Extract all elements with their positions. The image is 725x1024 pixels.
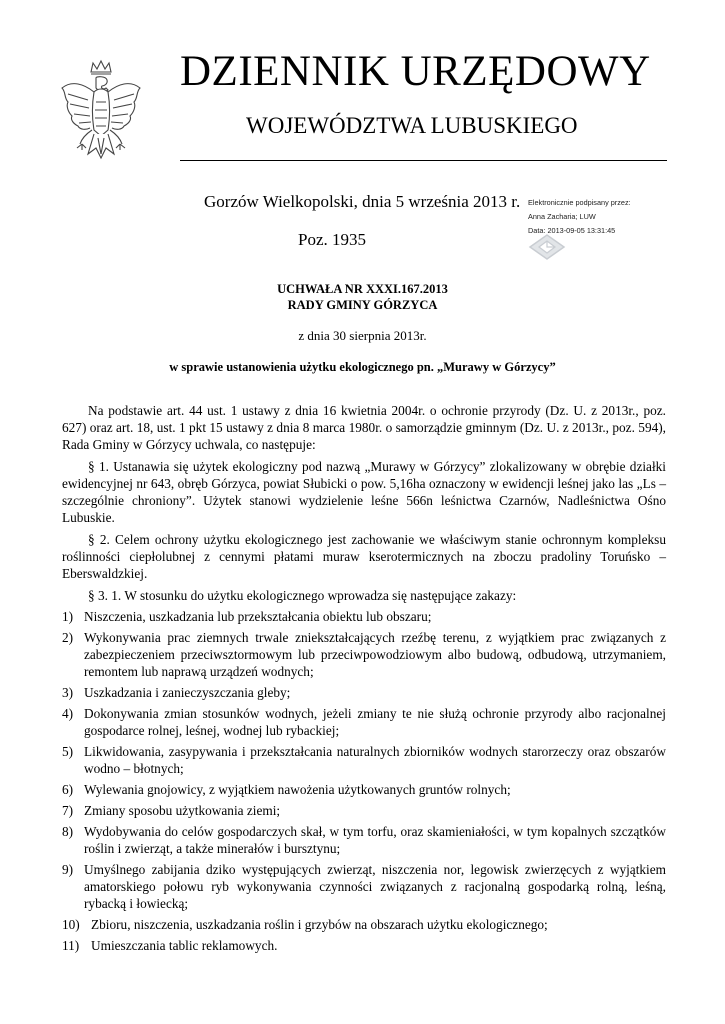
document-body (62, 402, 666, 954)
journal-title: DZIENNIK URZĘDOWY (180, 48, 651, 95)
white-eagle-emblem-icon (58, 58, 144, 170)
list-item-number: 6) (62, 782, 74, 797)
resolution-date: z dnia 30 sierpnia 2013r. (298, 328, 427, 343)
place-date: Gorzów Wielkopolski, dnia 5 września 2013 r. (204, 192, 521, 211)
list-item (62, 684, 666, 701)
list-item (62, 629, 666, 680)
journal-subtitle: WOJEWÓDZTWA LUBUSKIEGO (246, 113, 578, 138)
list-item (62, 937, 666, 954)
list-item (62, 781, 666, 798)
list-item-number: 9) (62, 862, 74, 877)
list-item-number: 8) (62, 824, 74, 839)
list-item (62, 608, 666, 625)
list-item-text: Wykonywania prac ziemnych trwale zniekształcających rzeźbę terenu, z wyjątkiem prac związanych z zabezpieczeniem przeciwsztormowym lub przeciwpowodziowym albo budową, odbudową, utrzymaniem, remontem lub naprawą urządzeń wodnych; (84, 630, 666, 679)
signature-label: Elektronicznie podpisany przez: (528, 198, 631, 207)
list-item-number: 5) (62, 744, 74, 759)
list-item-number: 1) (62, 609, 74, 624)
list-item-number: 2) (62, 630, 74, 645)
electronic-signature-block (528, 196, 631, 238)
list-item-text: Zbioru, niszczenia, uszkadzania roślin i grzybów na obszarach użytku ekologicznego; (91, 917, 548, 932)
preamble-paragraph: Na podstawie art. 44 ust. 1 ustawy z dnia 16 kwietnia 2004r. o ochronie przyrody (Dz. U. z 2013r., poz. 627) oraz art. 18, ust. 1 pkt 15 ustawy z dnia 8 marca 1980r. o samorządzie gminnym (Dz. U. z 2013r., poz. 594), Rada Gminy w Górzycy uchwala, co następuje: (62, 403, 666, 452)
resolution-number: UCHWAŁA NR XXXI.167.2013 (277, 282, 448, 296)
signature-date: Data: 2013-09-05 13:31:45 (528, 226, 616, 235)
list-item-text: Dokonywania zmian stosunków wodnych, jeżeli zmiany te nie służą ochronie przyrody albo racjonalnej gospodarce rolnej, leśnej, wodnej lub rybackiej; (84, 706, 666, 738)
paragraph-2: § 2. Celem ochrony użytku ekologicznego jest zachowanie we właściwym stanie ochronnym kompleksu roślinności ciepłolubnej z cennymi płatami muraw kserotermicznych na zboczu pradoliny Toruńsko – Eberswaldzkiej. (62, 532, 666, 581)
prohibitions-list (62, 608, 666, 954)
paragraph-3-intro: § 3. 1. W stosunku do użytku ekologicznego wprowadza się następujące zakazy: (88, 588, 517, 603)
list-item-number: 3) (62, 685, 74, 700)
list-item (62, 705, 666, 739)
list-item (62, 823, 666, 857)
resolution-issuer: RADY GMINY GÓRZYCA (287, 298, 438, 312)
signature-signer: Anna Zacharia; LUW (528, 212, 596, 221)
masthead-divider (180, 160, 667, 161)
list-item (62, 743, 666, 777)
list-item-text: Uszkadzania i zanieczyszczania gleby; (84, 685, 291, 700)
list-item (62, 916, 666, 933)
list-item-text: Zmiany sposobu użytkowania ziemi; (84, 803, 281, 818)
list-item-number: 10) (62, 917, 80, 932)
list-item-text: Wydobywania do celów gospodarczych skał, w tym torfu, oraz skamieniałości, w tym kopalnych szczątków roślin i zwierząt, a także minerałów i bursztynu; (84, 824, 666, 856)
list-item-text: Likwidowania, zasypywania i przekształcania naturalnych zbiorników wodnych starorzeczy oraz obszarów wodno – błotnych; (84, 744, 666, 776)
paragraph-1: § 1. Ustanawia się użytek ekologiczny pod nazwą „Murawy w Górzycy” zlokalizowany w obrębie działki ewidencyjnej nr 643, obręb Górzyca, powiat Słubicki o pow. 5,16ha oznaczony w ewidencji leśnej jako las „Ls – szczególnie chroniony”. Użytek stanowi wydzielenie leśne 566n leśnictwa Czarnów, Nadleśnictwa Ośno Lubuskie. (62, 459, 666, 525)
signature-validity-logo-icon (528, 233, 566, 261)
list-item-text: Wylewania gnojowicy, z wyjątkiem nawożenia użytkowanych gruntów rolnych; (84, 782, 511, 797)
position-number: Poz. 1935 (298, 230, 366, 249)
list-item-number: 7) (62, 803, 74, 818)
list-item-number: 11) (62, 938, 80, 953)
list-item (62, 802, 666, 819)
list-item-text: Niszczenia, uszkadzania lub przekształcania obiektu lub obszaru; (84, 609, 432, 624)
list-item-text: Umyślnego zabijania dziko występujących zwierząt, niszczenia nor, legowisk zwierzęcych z wyjątkiem amatorskiego połowu ryb wykonywania czynności związanych z racjonalną gospodarką rolną, leśną, rybacką i łowiecką; (84, 862, 666, 911)
list-item-text: Umieszczania tablic reklamowych. (91, 938, 278, 953)
resolution-subject: w sprawie ustanowienia użytku ekologicznego pn. „Murawy w Górzycy” (169, 360, 556, 374)
list-item (62, 861, 666, 912)
list-item-number: 4) (62, 706, 74, 721)
